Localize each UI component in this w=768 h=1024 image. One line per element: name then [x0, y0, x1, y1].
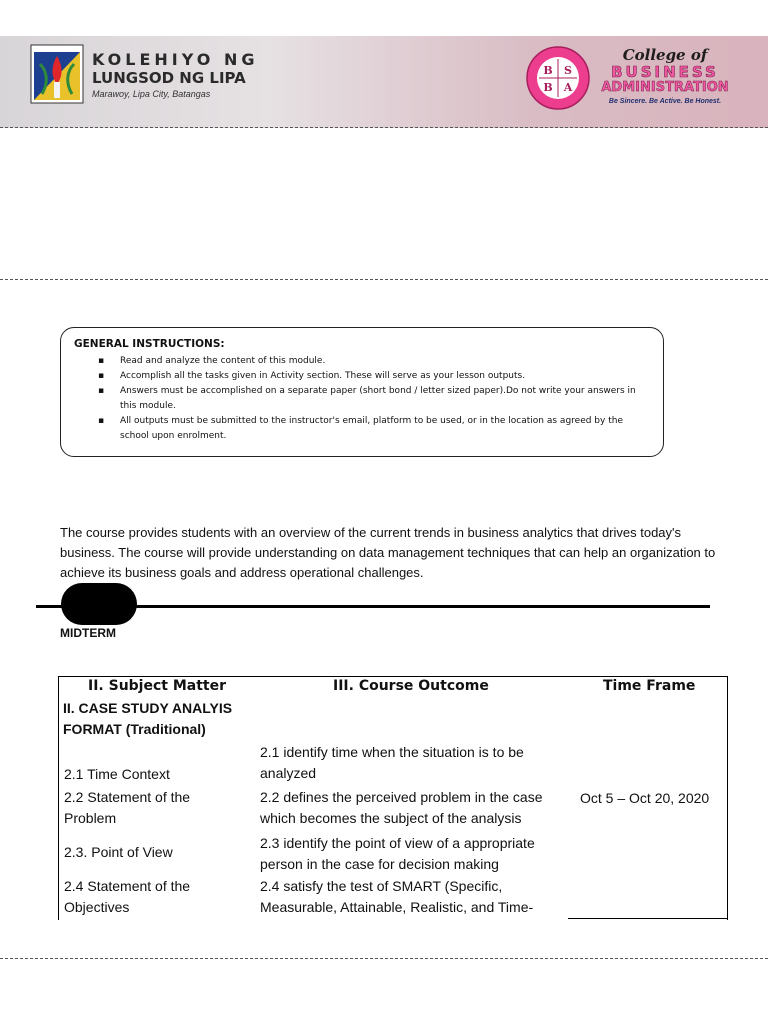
school-logo — [30, 44, 84, 104]
section-pill — [61, 583, 137, 625]
section-rule — [36, 605, 710, 608]
outcome-2-3: 2.3 identify the point of view of a appropriate person in the case for decision making — [260, 835, 535, 872]
outcome-2-1: 2.1 identify time when the situation is to be analyzed — [260, 744, 524, 781]
table-bottom-line — [568, 918, 728, 919]
svg-text:B: B — [543, 64, 553, 77]
svg-text:S: S — [564, 64, 572, 77]
bsba-seal — [526, 46, 590, 110]
subject-table — [58, 676, 728, 916]
outcome-2-4: 2.4 satisfy the test of SMART (Specific, Measurable, Attainable, Realistic, and Time- — [260, 878, 534, 915]
general-instructions-box — [60, 327, 664, 457]
college-motto: Be Sincere. Be Active. Be Honest. — [608, 98, 722, 105]
outcome-2-2: 2.2 defines the perceived problem in the case which becomes the subject of the analysis — [260, 789, 543, 826]
divider-top — [0, 127, 768, 128]
svg-text:B: B — [543, 81, 553, 94]
subject-2-3: 2.3. Point of View — [64, 844, 173, 860]
college-line2: BUSINESS — [611, 63, 719, 81]
school-address: Marawoy, Lipa City, Batangas — [92, 89, 211, 99]
school-name-line1: KOLEHIYO NG — [92, 50, 259, 69]
college-line1: College of — [622, 46, 708, 64]
header-course-outcome: III. Course Outcome — [333, 678, 489, 694]
subject-2-4: 2.4 Statement of the Objectives — [64, 878, 191, 915]
school-name-block — [92, 50, 258, 99]
header-banner — [0, 36, 768, 128]
instruction-item: ▪ Answers must be accomplished on a separate paper (short bond / letter sized paper).Do not write your answers in this module. — [120, 384, 651, 414]
subject-title: II. CASE STUDY ANALYIS FORMAT (Traditional) — [63, 700, 233, 737]
instructions-list — [74, 354, 651, 444]
subject-2-1: 2.1 Time Context — [64, 766, 170, 782]
college-line3: ADMINISTRATION — [601, 80, 729, 95]
term-label: MIDTERM — [60, 626, 116, 640]
college-title-block — [590, 46, 740, 105]
instruction-item: ▪ Read and analyze the content of this module. — [120, 354, 651, 369]
instruction-item: ▪ All outputs must be submitted to the instructor's email, platform to be used, or in the location as agreed by the school upon enrolment. — [120, 414, 651, 444]
course-description: The course provides students with an overview of the current trends in business analytics that drives today's business. The course will provide understanding on data management techniques that can help an organization to achieve its business goals and address operational challenges. — [60, 525, 716, 580]
header-time-frame: Time Frame — [603, 678, 696, 694]
instruction-item: ▪ Accomplish all the tasks given in Activity section. These will serve as your lesson outputs. — [120, 369, 651, 384]
time-frame-value: Oct 5 – Oct 20, 2020 — [580, 790, 710, 806]
school-name-line2: LUNGSOD NG LIPA — [92, 69, 246, 87]
divider-bottom — [0, 958, 768, 959]
divider-mid — [0, 279, 768, 280]
instructions-title: GENERAL INSTRUCTIONS: — [74, 338, 225, 350]
header-subject-matter: II. Subject Matter — [88, 678, 227, 694]
subject-2-2: 2.2 Statement of the Problem — [64, 789, 191, 826]
svg-text:A: A — [563, 81, 573, 94]
